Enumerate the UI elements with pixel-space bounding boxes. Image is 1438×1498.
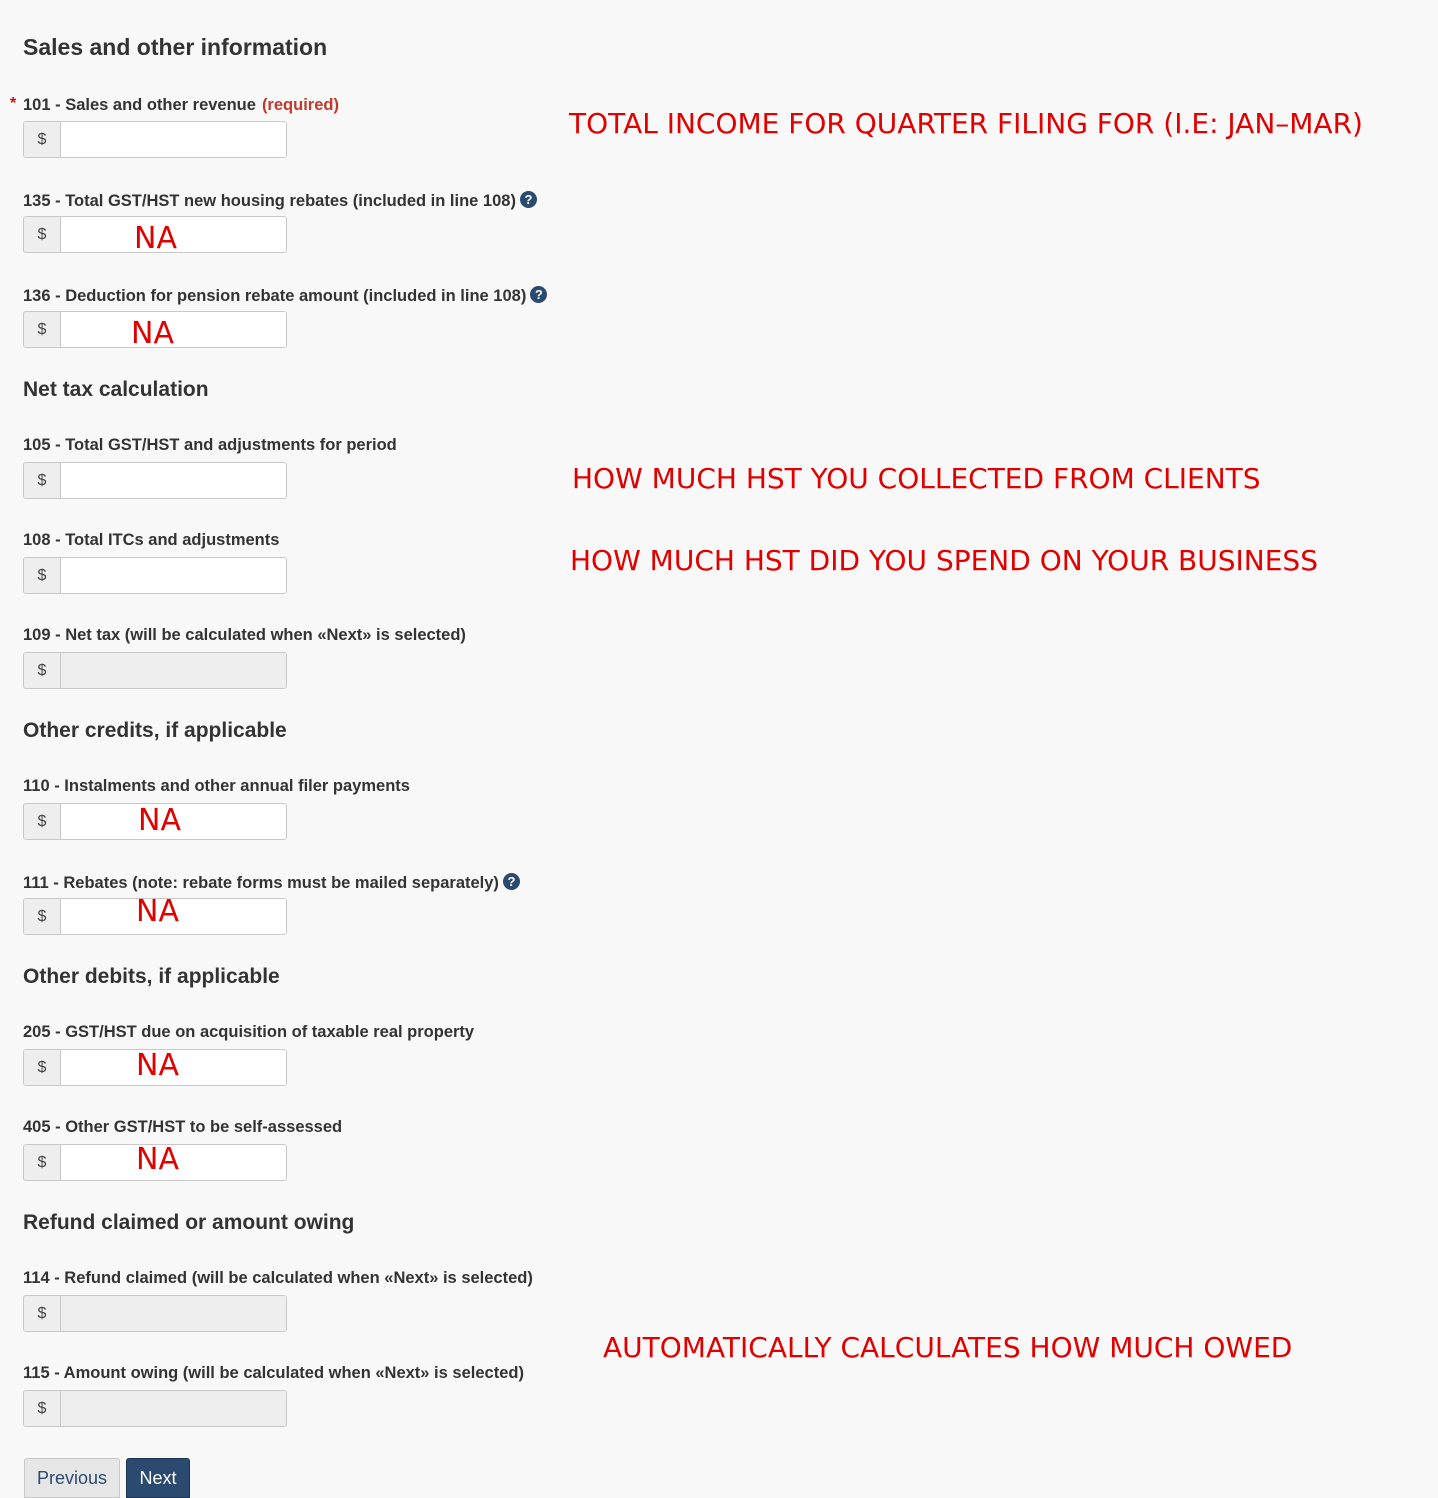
- annotation-na-136: NA: [131, 316, 174, 351]
- line-135-input[interactable]: [61, 217, 286, 256]
- label-line-101: [23, 97, 339, 114]
- label-line-115: 115 - Amount owing (will be calculated when «Next» is selected): [23, 1364, 524, 1382]
- line-115-group: [23, 1390, 287, 1427]
- line-110-input[interactable]: [61, 804, 286, 839]
- label-line-105: 105 - Total GST/HST and adjustments for period: [23, 436, 397, 454]
- line-108-input[interactable]: [61, 558, 286, 593]
- annotation-na-405: NA: [136, 1142, 179, 1177]
- line-110-group: [23, 803, 287, 840]
- label-line-405: 405 - Other GST/HST to be self-assessed: [23, 1118, 343, 1136]
- help-icon[interactable]: ?: [503, 873, 520, 890]
- next-button[interactable]: Next: [126, 1458, 190, 1498]
- dollar-addon: $: [24, 1050, 61, 1085]
- annotation-na-110: NA: [138, 803, 181, 838]
- line-205-input[interactable]: [61, 1050, 286, 1085]
- line-136-group: [23, 311, 287, 351]
- help-icon[interactable]: ?: [520, 191, 537, 208]
- line-105-group: [23, 462, 287, 499]
- dollar-addon: $: [24, 653, 61, 688]
- dollar-addon: $: [24, 312, 61, 347]
- section-heading-refund-owing: Refund claimed or amount owing: [23, 1211, 355, 1234]
- line-136-input[interactable]: [61, 312, 286, 351]
- line-108-group: [23, 557, 287, 594]
- annotation-na-205: NA: [136, 1048, 179, 1083]
- dollar-addon: $: [24, 463, 61, 498]
- line-114-input: [61, 1296, 286, 1331]
- line-101-group: [23, 121, 287, 158]
- required-text: (required): [261, 96, 339, 114]
- label-line-110: 110 - Instalments and other annual filer payments: [23, 777, 410, 795]
- line-135-group: [23, 216, 287, 256]
- section-heading-other-credits: Other credits, if applicable: [23, 719, 287, 742]
- label-line-109: 109 - Net tax (will be calculated when «Next» is selected): [23, 626, 466, 644]
- annotation-hst-spent: HOW MUCH HST DID YOU SPEND ON YOUR BUSINESS: [570, 544, 1318, 577]
- dollar-addon: $: [24, 899, 61, 934]
- label-line-136-text: 136 - Deduction for pension rebate amount (included in line 108): [23, 287, 527, 305]
- dollar-addon: $: [24, 217, 61, 252]
- line-405-group: [23, 1144, 287, 1181]
- label-line-111: [23, 873, 520, 892]
- dollar-addon: $: [24, 1145, 61, 1180]
- line-205-group: [23, 1049, 287, 1086]
- section-heading-sales: Sales and other information: [23, 34, 328, 60]
- annotation-auto-calc: AUTOMATICALLY CALCULATES HOW MUCH OWED: [603, 1331, 1293, 1364]
- annotation-hst-collected: HOW MUCH HST YOU COLLECTED FROM CLIENTS: [572, 462, 1261, 495]
- label-line-135-text: 135 - Total GST/HST new housing rebates (included in line 108): [23, 192, 516, 210]
- line-101-input[interactable]: [61, 122, 286, 157]
- section-heading-net-tax: Net tax calculation: [23, 378, 209, 401]
- label-line-111-text: 111 - Rebates (note: rebate forms must be mailed separately): [23, 874, 499, 892]
- line-115-input: [61, 1391, 286, 1426]
- line-109-input: [61, 653, 286, 688]
- line-405-input[interactable]: [61, 1142, 286, 1180]
- dollar-addon: $: [24, 1296, 61, 1331]
- dollar-addon: $: [24, 1391, 61, 1426]
- annotation-total-income: TOTAL INCOME FOR QUARTER FILING FOR (I.E: JAN–MAR): [569, 107, 1363, 140]
- line-105-input[interactable]: [61, 463, 286, 498]
- annotation-na-135: NA: [134, 221, 177, 256]
- required-asterisk: *: [10, 95, 17, 112]
- line-114-group: [23, 1295, 287, 1332]
- line-111-input[interactable]: [61, 894, 286, 934]
- section-heading-other-debits: Other debits, if applicable: [23, 965, 280, 988]
- label-line-101-text: 101 - Sales and other revenue: [23, 96, 256, 114]
- dollar-addon: $: [24, 122, 61, 157]
- dollar-addon: $: [24, 558, 61, 593]
- label-line-135: [23, 191, 537, 210]
- line-109-group: [23, 652, 287, 689]
- line-111-group: [23, 894, 287, 935]
- help-icon[interactable]: ?: [530, 286, 547, 303]
- label-line-205: 205 - GST/HST due on acquisition of taxable real property: [23, 1023, 475, 1041]
- label-line-114: 114 - Refund claimed (will be calculated when «Next» is selected): [23, 1269, 533, 1287]
- label-line-136: [23, 286, 547, 305]
- previous-button[interactable]: Previous: [24, 1458, 120, 1498]
- dollar-addon: $: [24, 804, 61, 839]
- label-line-108: 108 - Total ITCs and adjustments: [23, 531, 280, 549]
- annotation-na-111: NA: [136, 894, 179, 929]
